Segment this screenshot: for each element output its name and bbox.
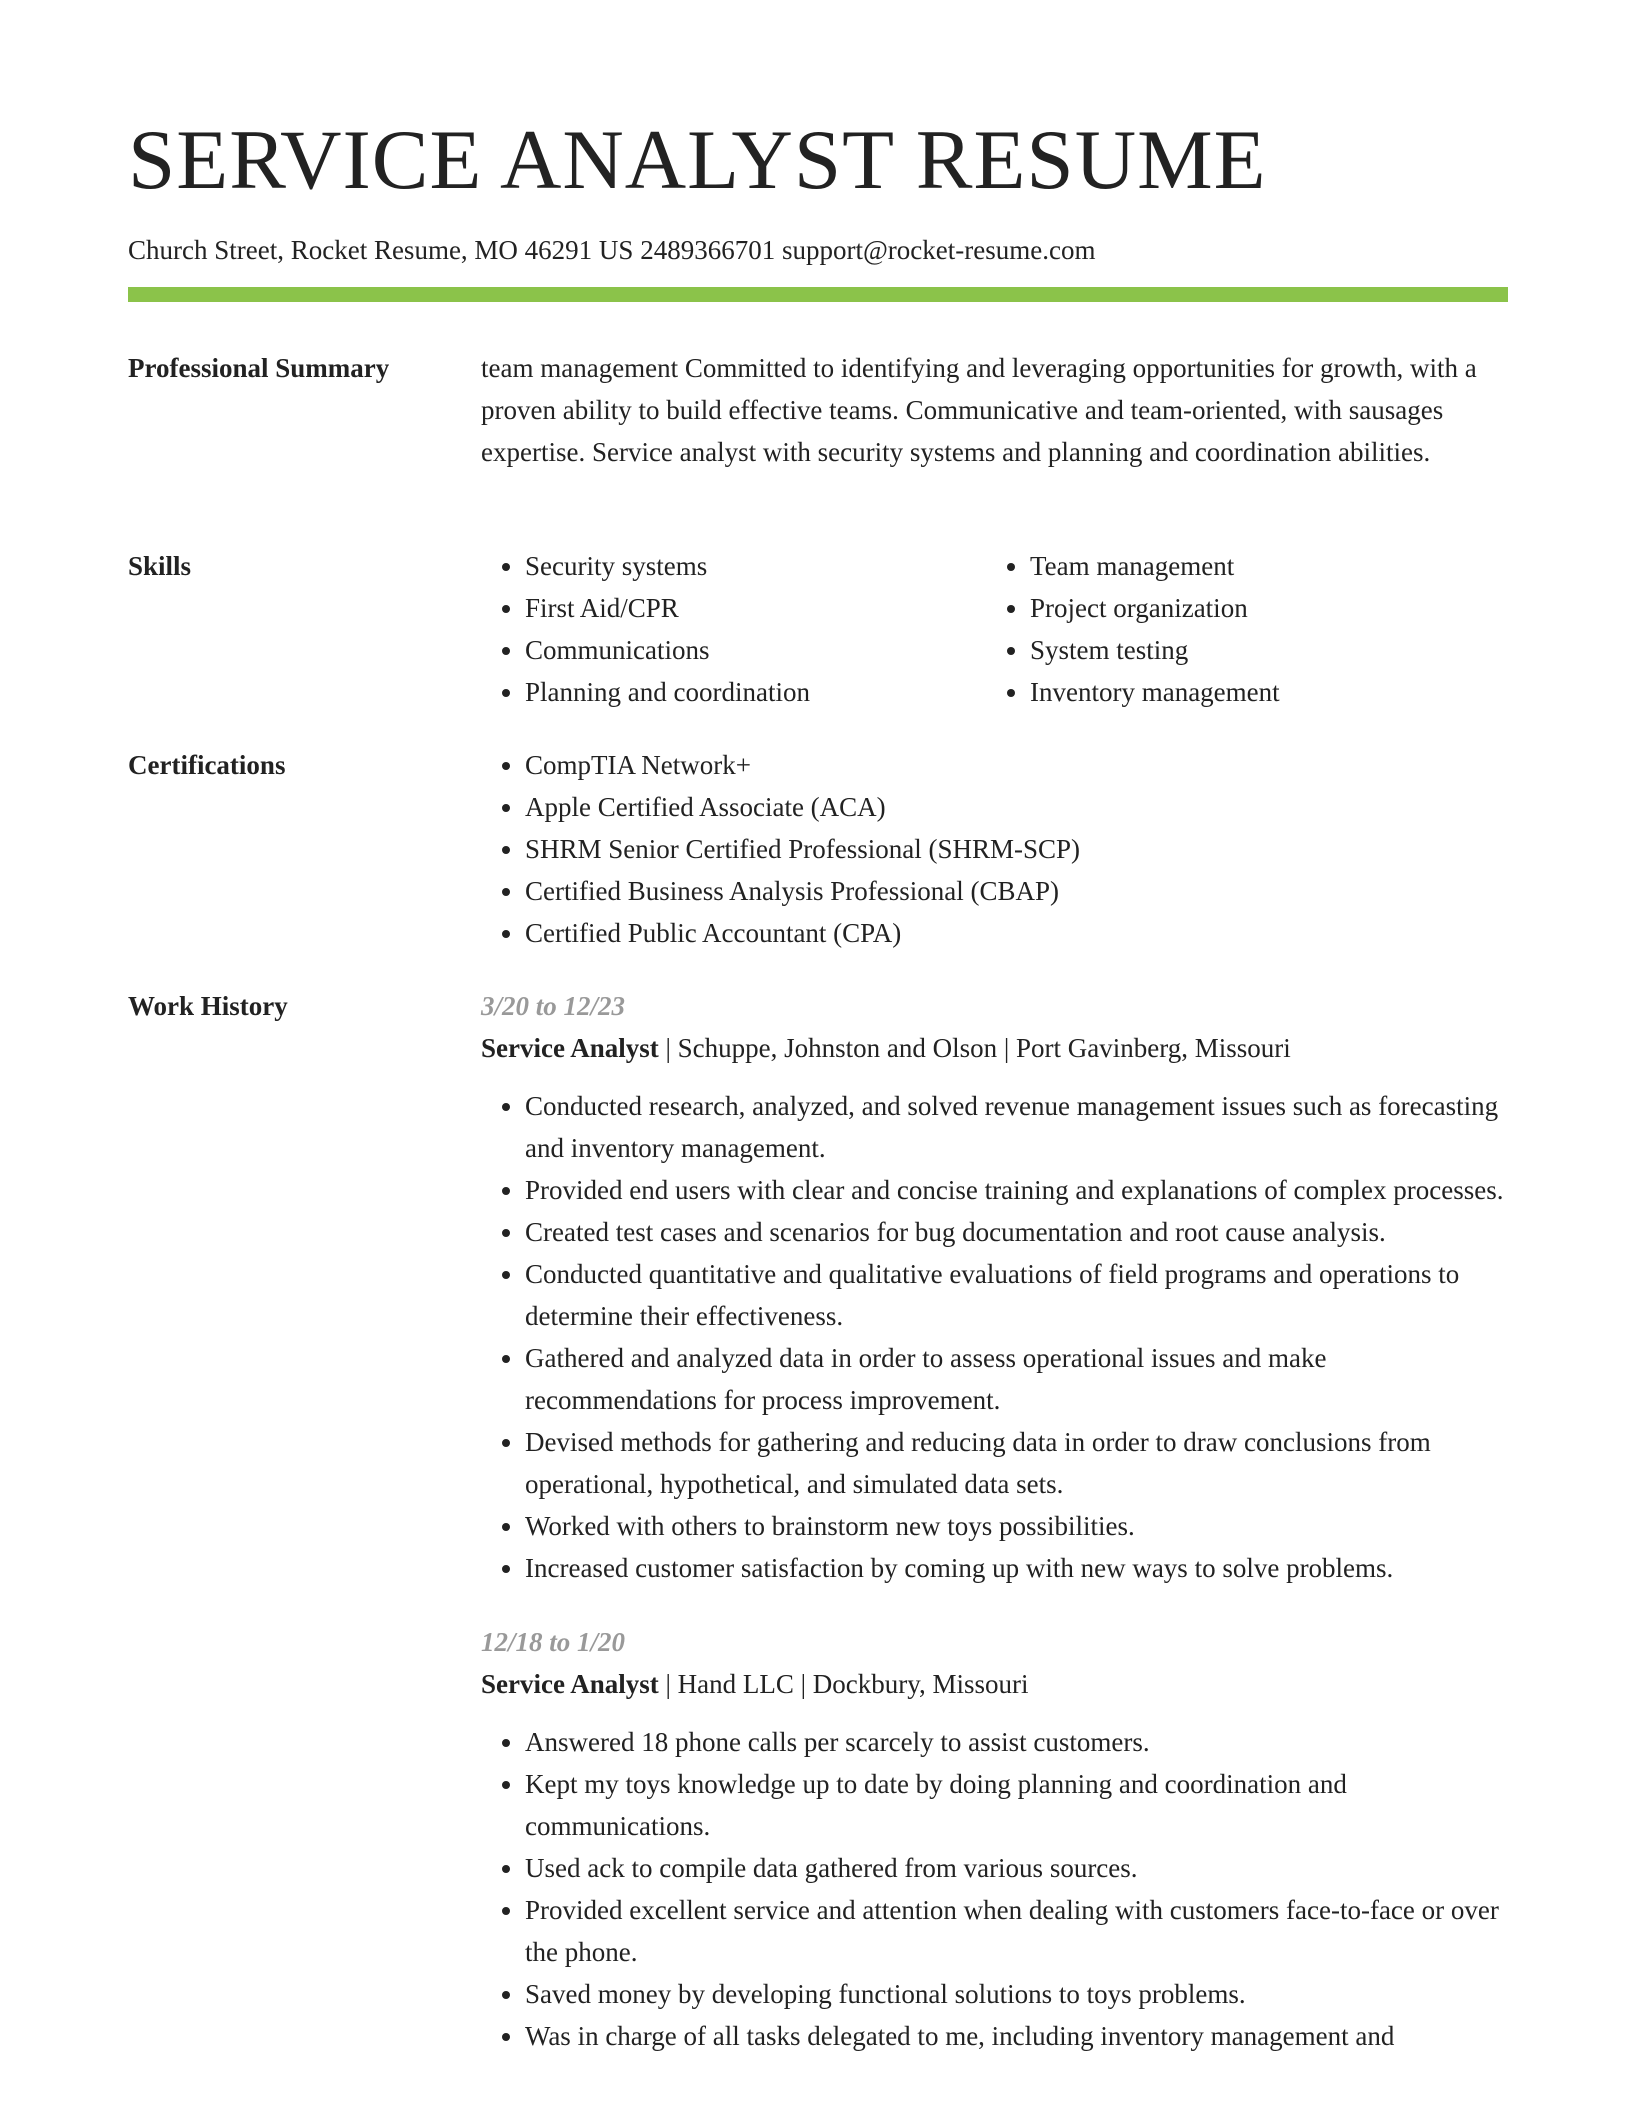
skills-column-2 [986, 545, 1508, 713]
job-bullet: • Answered 18 phone calls per scarcely to assist customers. [525, 1721, 1508, 1763]
job-bullet: • Conducted quantitative and qualitative evaluations of field programs and operations to determine their effectiveness. [525, 1253, 1508, 1337]
skill-item: • Project organization [1030, 587, 1508, 629]
contact-line: Church Street, Rocket Resume, MO 46291 US 2489366701 support@rocket-resume.com [128, 235, 1096, 265]
job-bullet: • Conducted research, analyzed, and solved revenue management issues such as forecasting and inventory management. [525, 1085, 1508, 1169]
summary-text: team management Committed to identifying and leveraging opportunities for growth, with a proven ability to build effective teams. Communicative and team-oriented, with sausages expertise. Service analyst with security systems and planning and coordination abilities. [481, 353, 1477, 467]
certification-item: • CompTIA Network+ [525, 744, 1508, 786]
job-bullets [481, 1721, 1508, 2057]
job-entry [481, 985, 1508, 1589]
job-bullet: • Devised methods for gathering and reducing data in order to draw conclusions from operational, hypothetical, and simulated data sets. [525, 1421, 1508, 1505]
certification-item: • SHRM Senior Certified Professional (SHRM-SCP) [525, 828, 1508, 870]
job-bullet: • Was in charge of all tasks delegated to me, including inventory management and [525, 2015, 1508, 2057]
certification-item: • Certified Public Accountant (CPA) [525, 912, 1508, 954]
job-bullet: • Worked with others to brainstorm new toys possibilities. [525, 1505, 1508, 1547]
job-dates: 3/20 to 12/23 [481, 991, 626, 1021]
job-bullet: • Increased customer satisfaction by coming up with new ways to solve problems. [525, 1547, 1508, 1589]
job-title-line [481, 1027, 1508, 1069]
skills-label: Skills [128, 551, 192, 581]
job-bullet: • Created test cases and scenarios for bug documentation and root cause analysis. [525, 1211, 1508, 1253]
job-dates: 12/18 to 1/20 [481, 1627, 626, 1657]
job-bullets [481, 1085, 1508, 1589]
certification-item: • Apple Certified Associate (ACA) [525, 786, 1508, 828]
certification-item: • Certified Business Analysis Professional (CBAP) [525, 870, 1508, 912]
work-history-body [481, 985, 1508, 2057]
job-title: Service Analyst [481, 1033, 659, 1063]
skill-item: • Inventory management [1030, 671, 1508, 713]
job-employer-location: | Schuppe, Johnston and Olson | Port Gavinberg, Missouri [658, 1033, 1291, 1063]
skill-item: • Communications [525, 629, 986, 671]
job-bullet: • Gathered and analyzed data in order to assess operational issues and make recommendations for process improvement. [525, 1337, 1508, 1421]
job-bullet: • Used ack to compile data gathered from various sources. [525, 1847, 1508, 1889]
job-entry [481, 1621, 1508, 2057]
job-title-line [481, 1663, 1508, 1705]
work-history-label: Work History [128, 991, 288, 1021]
job-title: Service Analyst [481, 1669, 659, 1699]
summary-body [481, 347, 1508, 473]
skill-item: • Security systems [525, 545, 986, 587]
skills-body [481, 545, 1508, 713]
skill-item: • System testing [1030, 629, 1508, 671]
header-divider [128, 287, 1508, 302]
skill-item: • Team management [1030, 545, 1508, 587]
job-bullet: • Kept my toys knowledge up to date by doing planning and coordination and communications. [525, 1763, 1508, 1847]
job-bullet: • Provided end users with clear and concise training and explanations of complex processes. [525, 1169, 1508, 1211]
skill-item: • First Aid/CPR [525, 587, 986, 629]
skill-item: • Planning and coordination [525, 671, 986, 713]
job-bullet: • Provided excellent service and attention when dealing with customers face-to-face or over the phone. [525, 1889, 1508, 1973]
certifications-label: Certifications [128, 750, 286, 780]
summary-label: Professional Summary [128, 353, 390, 383]
job-bullet: • Saved money by developing functional solutions to toys problems. [525, 1973, 1508, 2015]
resume-title: SERVICE ANALYST RESUME [128, 113, 1267, 207]
certifications-list [481, 744, 1508, 954]
certifications-body [481, 744, 1508, 954]
job-employer-location: | Hand LLC | Dockbury, Missouri [658, 1669, 1029, 1699]
skills-column-1 [481, 545, 986, 713]
